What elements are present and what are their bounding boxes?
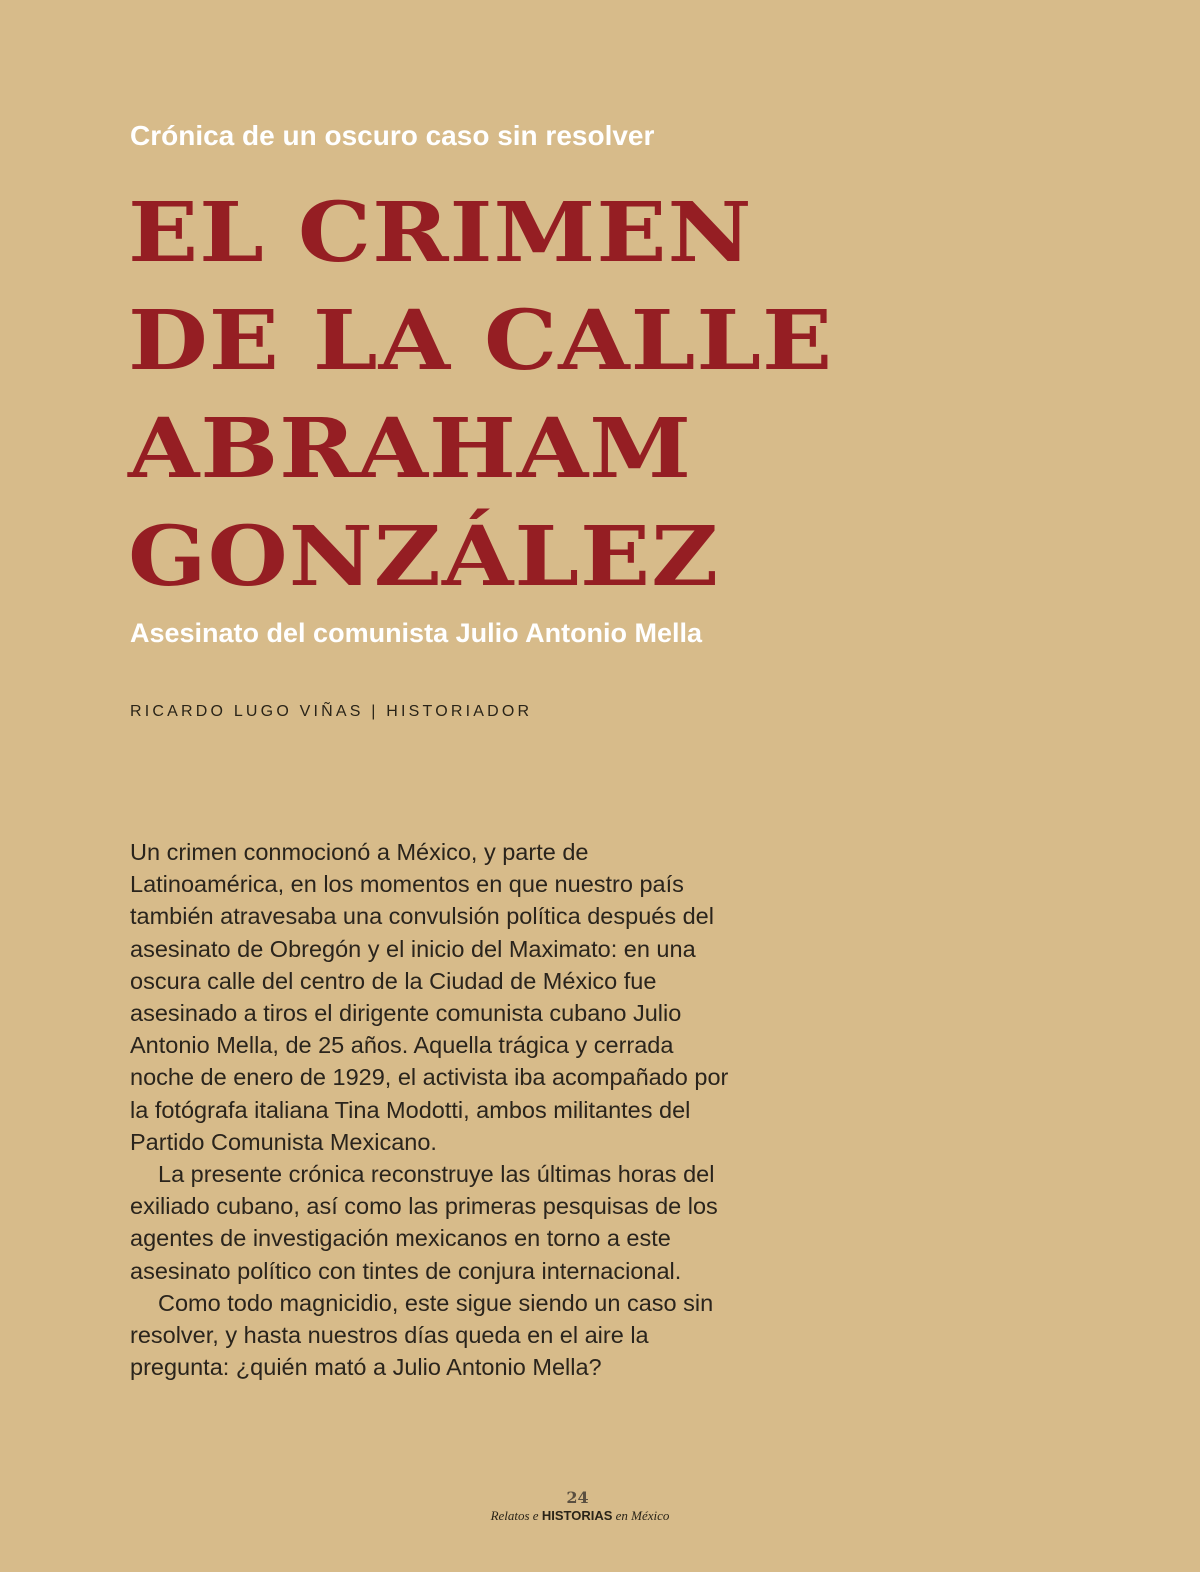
author-byline: RICARDO LUGO VIÑAS | HISTORIADOR — [130, 703, 533, 720]
kicker: Crónica de un oscuro caso sin resolver — [130, 120, 655, 151]
title-line: GONZÁLEZ — [128, 507, 720, 605]
magazine-brand: HISTORIAS — [541, 1508, 613, 1523]
magazine-name — [450, 1508, 710, 1524]
magazine-suffix: en México — [612, 1508, 670, 1523]
body-paragraph: Como todo magnicidio, este sigue siendo un caso sin resolver, y hasta nuestros días queda en el aire la pregunta: ¿quién mató a Julio Antonio Mella? — [130, 1289, 714, 1381]
body-paragraph: La presente crónica reconstruye las últimas horas del exiliado cubano, así como las primeras pesquisas de los agentes de investigación mexicanos en torno a este asesinato político con tintes de conjura internacional. — [130, 1161, 718, 1284]
title-line: EL CRIMEN — [128, 183, 753, 281]
magazine-prefix: Relatos e — [490, 1508, 542, 1523]
article-body — [130, 836, 740, 1383]
body-paragraph: Un crimen conmocionó a México, y parte de Latinoamérica, en los momentos en que nuestro país también atravesaba una convulsión política después del asesinato de Obregón y el inicio del Maximato: en una oscura calle del centro de la Ciudad de México fue asesinado a tiros el dirigente comunista cubano Julio Antonio Mella, de 25 años. Aquella trágica y cerrada noche de enero de 1929, el activista iba acompañado por la fotógrafa italiana Tina Modotti, ambos militantes del Partido Comunista Mexicano. — [130, 839, 729, 1155]
title-line: DE LA CALLE — [128, 291, 834, 389]
article-title — [128, 178, 1128, 610]
title-line: ABRAHAM — [128, 399, 693, 497]
subtitle: Asesinato del comunista Julio Antonio Mella — [130, 618, 703, 648]
page-number: 24 — [566, 1488, 589, 1507]
page-footer — [450, 1490, 710, 1524]
